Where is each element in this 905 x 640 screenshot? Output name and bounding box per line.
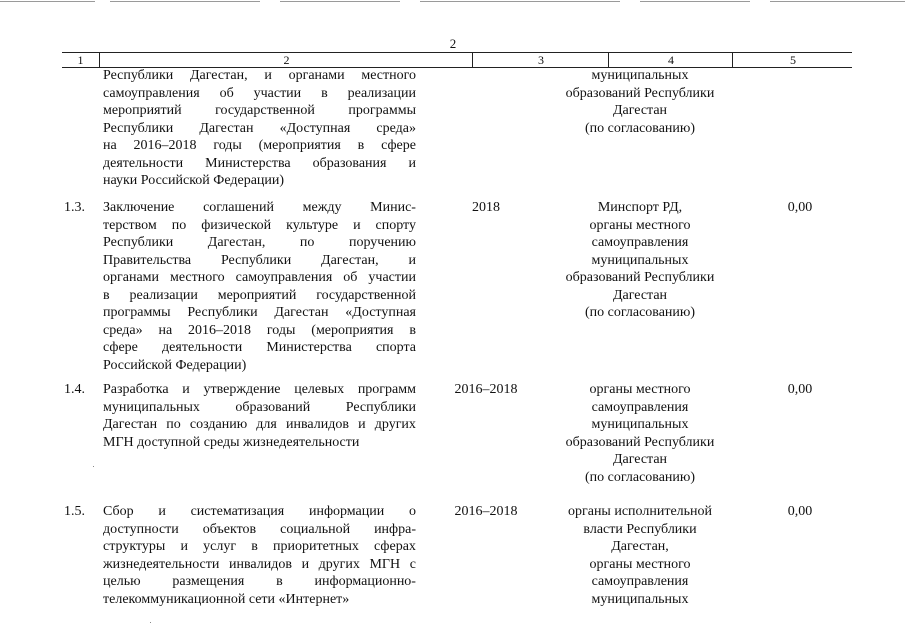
text-line: (по согласованию) [584,305,696,320]
row-funding: 0,00 [787,382,813,397]
text-line: Минспорт РД, [597,200,683,215]
text-line: органы местного [589,217,691,233]
text-line: самоуправления [591,235,689,250]
text-line: Республики Дагестан, по поручению [103,235,416,250]
scan-top-edge [0,0,905,4]
text-line: терством по физической культуре и спорту [103,217,416,233]
text-line: муниципальных [591,68,689,83]
text-line: органами местного самоуправления об участии [103,270,416,285]
row-number: 1.5. [64,504,85,519]
text-line: МГН доступной среды жизнедеятельности [103,434,360,450]
text-line: структуры и услуг в приоритетных сферах [103,539,416,554]
row-executor [545,199,735,322]
text-line: телекоммуникационной сети «Интернет» [103,591,350,607]
text-line: (по согласованию) [584,469,696,485]
text-line: самоуправления об участии в реализации [103,85,416,101]
row-cont-description [103,67,416,190]
row-funding: 0,00 [787,504,813,519]
row-cont-executor [545,67,735,137]
text-line: Дагестан [612,287,668,303]
text-line: Разработка и утверждение целевых программ [103,382,416,397]
text-line: Российской Федерации) [103,357,247,373]
text-line: Республики Дагестан, и органами местного [103,68,416,83]
table-header [62,52,852,68]
text-line: образований Республики [565,85,715,101]
text-line: Сбор и систематизация информации о [103,504,416,519]
text-line: целью размещения в информационно- [103,574,416,589]
text-line: образований Республики [565,434,715,450]
text-line: муниципальных образований Республики [103,399,416,415]
header-col-1: 1 [77,53,84,67]
text-line: органы исполнительной [567,504,713,519]
header-col-3: 3 [472,53,609,67]
text-line: (по согласованию) [584,120,696,136]
header-col-4: 4 [608,53,733,67]
text-line: Республики Дагестан «Доступная среда» [103,120,416,136]
text-line: жизнедеятельности инвалидов и других МГН с [103,556,416,572]
text-line: органы местного [589,556,691,572]
row-description [103,381,416,451]
text-line: самоуправления [591,399,689,415]
header-col-2: 2 [99,53,473,67]
header-col-5: 5 [732,53,853,67]
text-line: самоуправления [591,574,689,589]
row-number: 1.4. [64,382,85,397]
text-line: Дагестан по созданию для инвалидов и других [103,417,416,432]
row-years: 2018 [472,200,500,215]
row-executor [545,503,735,608]
text-line: Дагестан [612,103,668,118]
page-number: 2 [449,36,457,51]
row-number: 1.3. [64,200,85,215]
scan-speck [93,466,94,467]
row-years: 2016–2018 [454,382,518,397]
row-years: 2016–2018 [454,504,518,519]
text-line: на 2016–2018 годы (мероприятия в сфере [103,138,416,153]
text-line: мероприятий государственной программы [103,103,416,118]
text-line: органы местного [589,382,691,397]
row-funding: 0,00 [787,200,813,215]
text-line: Правительства Республики Дагестан, и [103,252,416,268]
scan-speck [150,622,151,623]
text-line: Заключение соглашений между Минис- [103,200,416,215]
text-line: среда» на 2016–2018 годы (мероприятия в [103,322,416,338]
text-line: образований Республики [565,270,715,285]
text-line: Дагестан, [611,539,669,554]
text-line: в реализации мероприятий государственной [103,287,416,303]
row-description [103,199,416,374]
text-line: доступности объектов социальной инфра- [103,521,416,537]
text-line: муниципальных [591,591,689,607]
text-line: Дагестан [612,452,668,467]
text-line: власти Республики [583,521,697,537]
text-line: муниципальных [591,417,689,432]
text-line: сфере деятельности Министерства спорта [103,340,416,355]
row-executor [545,381,735,486]
text-line: программы Республики Дагестан «Доступная [103,305,416,320]
text-line: науки Российской Федерации) [103,173,285,188]
text-line: муниципальных [591,252,689,268]
text-line: деятельности Министерства образования и [103,155,416,171]
row-description [103,503,416,608]
